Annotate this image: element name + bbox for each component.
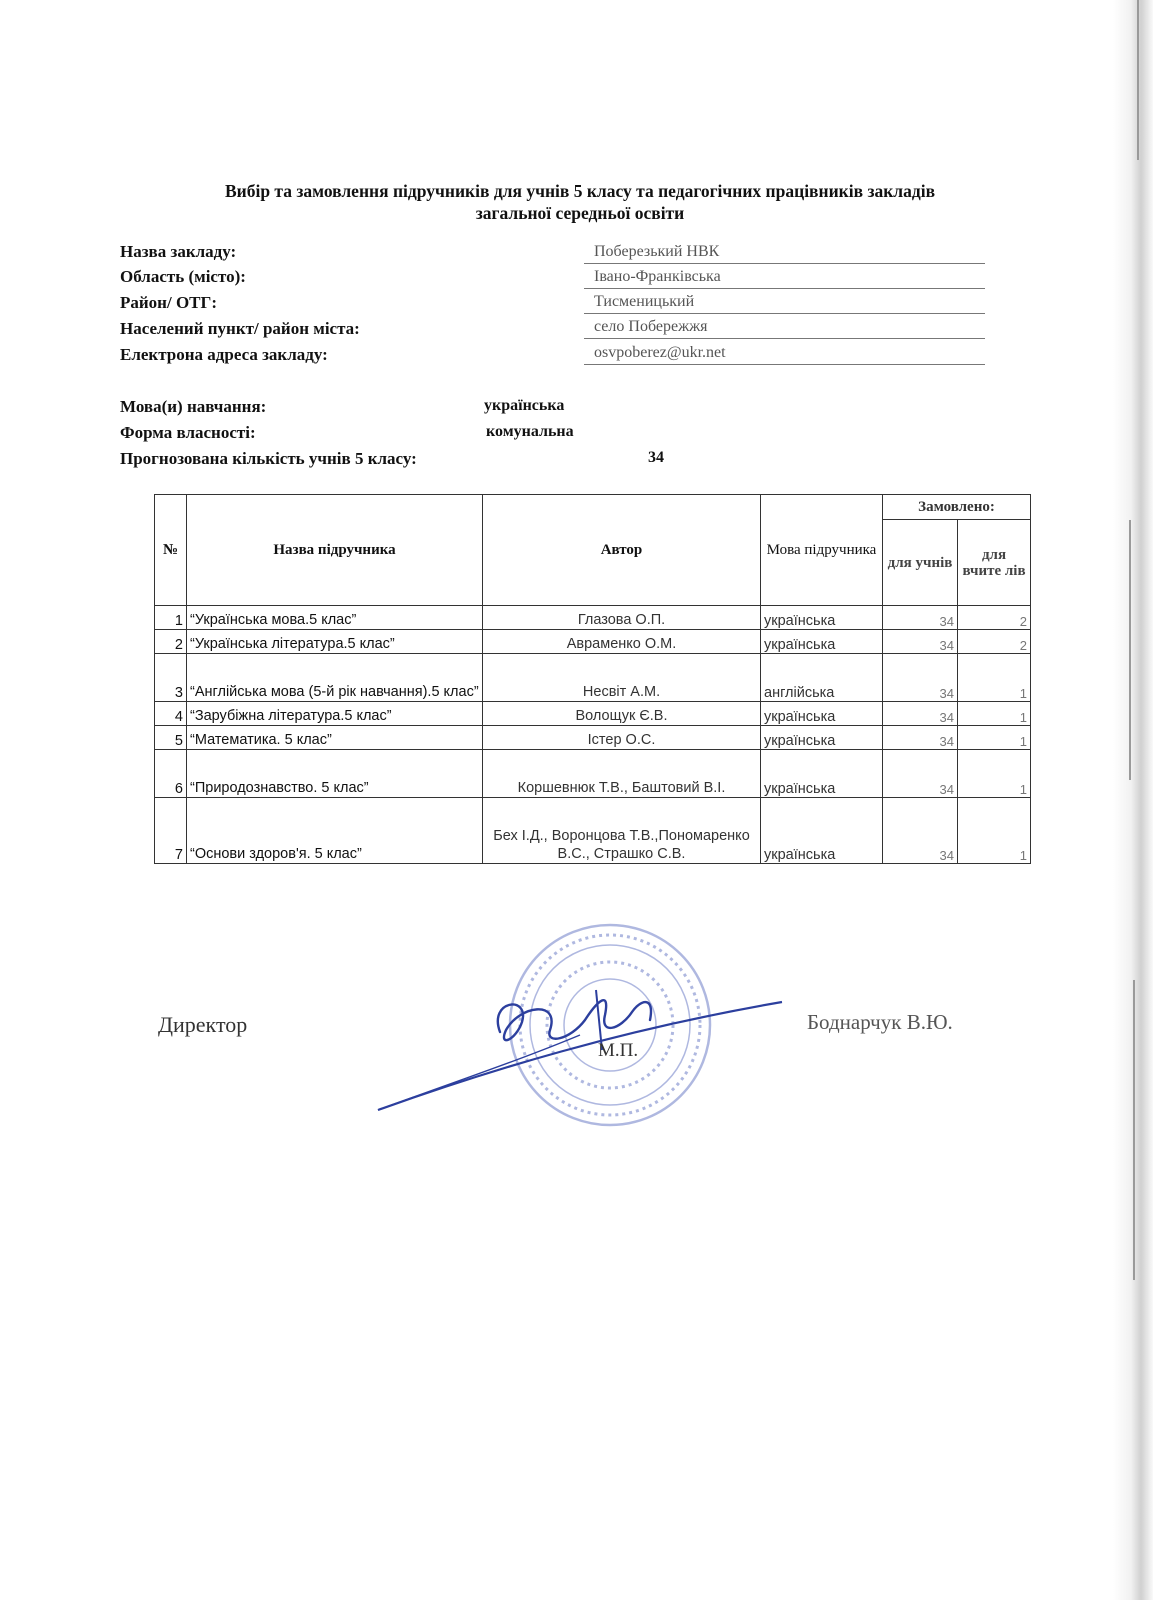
row-title: “Природознавство. 5 клас” xyxy=(187,750,483,798)
settlement-value: село Побережжя xyxy=(584,316,985,339)
row-language: українська xyxy=(761,630,883,654)
row-title: “Англійська мова (5-й рік навчання).5 клас” xyxy=(187,654,483,702)
row-title: “Основи здоров'я. 5 клас” xyxy=(187,798,483,864)
row-students-qty: 34 xyxy=(883,726,958,750)
header-number: № xyxy=(155,495,187,606)
table-row xyxy=(155,798,1031,864)
row-language: українська xyxy=(761,726,883,750)
row-students-qty: 34 xyxy=(883,630,958,654)
row-title: “Зарубіжна література.5 клас” xyxy=(187,702,483,726)
row-teachers-qty: 1 xyxy=(958,750,1031,798)
header-for-students: для учнів xyxy=(883,520,958,606)
row-number: 3 xyxy=(155,654,187,702)
row-number: 6 xyxy=(155,750,187,798)
row-author: Авраменко О.М. xyxy=(483,630,761,654)
row-language: українська xyxy=(761,750,883,798)
row-author: Коршевнюк Т.В., Баштовий В.І. xyxy=(483,750,761,798)
row-author: Бех І.Д., Воронцова Т.В.,Пономаренко В.С., Страшко С.В. xyxy=(483,798,761,864)
ownership-label: Форма власності: xyxy=(120,423,256,442)
settlement-label: Населений пункт/ район міста: xyxy=(120,319,360,338)
institution-name-label: Назва закладу: xyxy=(120,242,237,261)
row-number: 7 xyxy=(155,798,187,864)
row-author: Істер О.С. xyxy=(483,726,761,750)
row-teachers-qty: 1 xyxy=(958,654,1031,702)
stamp-place-label: М.П. xyxy=(598,1040,639,1061)
director-signature xyxy=(370,960,790,1120)
student-count-label: Прогнозована кількість учнів 5 класу: xyxy=(120,449,417,468)
row-students-qty: 34 xyxy=(883,798,958,864)
header-author: Автор xyxy=(483,495,761,606)
row-number: 1 xyxy=(155,606,187,630)
director-title: Директор xyxy=(158,1012,248,1037)
row-students-qty: 34 xyxy=(883,606,958,630)
row-teachers-qty: 1 xyxy=(958,726,1031,750)
table-row xyxy=(155,630,1031,654)
row-students-qty: 34 xyxy=(883,750,958,798)
header-for-teachers: для вчите лів xyxy=(958,520,1031,606)
row-number: 2 xyxy=(155,630,187,654)
institution-name-row xyxy=(120,242,236,262)
textbook-table xyxy=(154,494,1031,864)
row-title: “Українська мова.5 клас” xyxy=(187,606,483,630)
row-language: українська xyxy=(761,798,883,864)
header-language: Мова підручника xyxy=(761,495,883,606)
region-value: Івано-Франківська xyxy=(584,266,985,289)
table-row xyxy=(155,702,1031,726)
row-author: Несвіт А.М. xyxy=(483,654,761,702)
settlement-row xyxy=(120,319,360,339)
row-teachers-qty: 2 xyxy=(958,630,1031,654)
email-value: osvpoberez@ukr.net xyxy=(584,342,985,365)
language-label: Мова(и) навчання: xyxy=(120,397,267,416)
district-label: Район/ ОТГ: xyxy=(120,293,217,312)
row-teachers-qty: 1 xyxy=(958,702,1031,726)
row-teachers-qty: 1 xyxy=(958,798,1031,864)
director-name: Боднарчук В.Ю. xyxy=(807,1010,953,1034)
district-row xyxy=(120,293,217,313)
ownership-value: комунальна xyxy=(486,423,574,440)
email-row xyxy=(120,345,328,365)
header-title: Назва підручника xyxy=(187,495,483,606)
document-title-line1: Вибір та замовлення підручників для учнів 5 класу та педагогічних працівників закладів xyxy=(224,181,936,201)
document-title-line2: загальної середньої освіти xyxy=(475,203,685,223)
row-author: Глазова О.П. xyxy=(483,606,761,630)
table-row xyxy=(155,606,1031,630)
table-row xyxy=(155,654,1031,702)
scan-edge-shadow xyxy=(1113,0,1153,1600)
row-teachers-qty: 2 xyxy=(958,606,1031,630)
student-count-value: 34 xyxy=(648,449,664,466)
region-label: Область (місто): xyxy=(120,267,246,286)
district-value: Тисменицький xyxy=(584,291,985,314)
row-title: “Математика. 5 клас” xyxy=(187,726,483,750)
row-students-qty: 34 xyxy=(883,702,958,726)
table-row xyxy=(155,750,1031,798)
row-students-qty: 34 xyxy=(883,654,958,702)
row-language: українська xyxy=(761,606,883,630)
email-label: Електрона адреса закладу: xyxy=(120,345,328,364)
region-row xyxy=(120,267,246,287)
header-ordered: Замовлено: xyxy=(883,495,1031,520)
row-language: англійська xyxy=(761,654,883,702)
row-number: 5 xyxy=(155,726,187,750)
row-language: українська xyxy=(761,702,883,726)
row-number: 4 xyxy=(155,702,187,726)
table-row xyxy=(155,726,1031,750)
row-title: “Українська література.5 клас” xyxy=(187,630,483,654)
language-value: українська xyxy=(484,397,565,414)
row-author: Волощук Є.В. xyxy=(483,702,761,726)
document-title xyxy=(130,180,1030,224)
institution-name-value: Поберезький НВК xyxy=(584,241,985,264)
